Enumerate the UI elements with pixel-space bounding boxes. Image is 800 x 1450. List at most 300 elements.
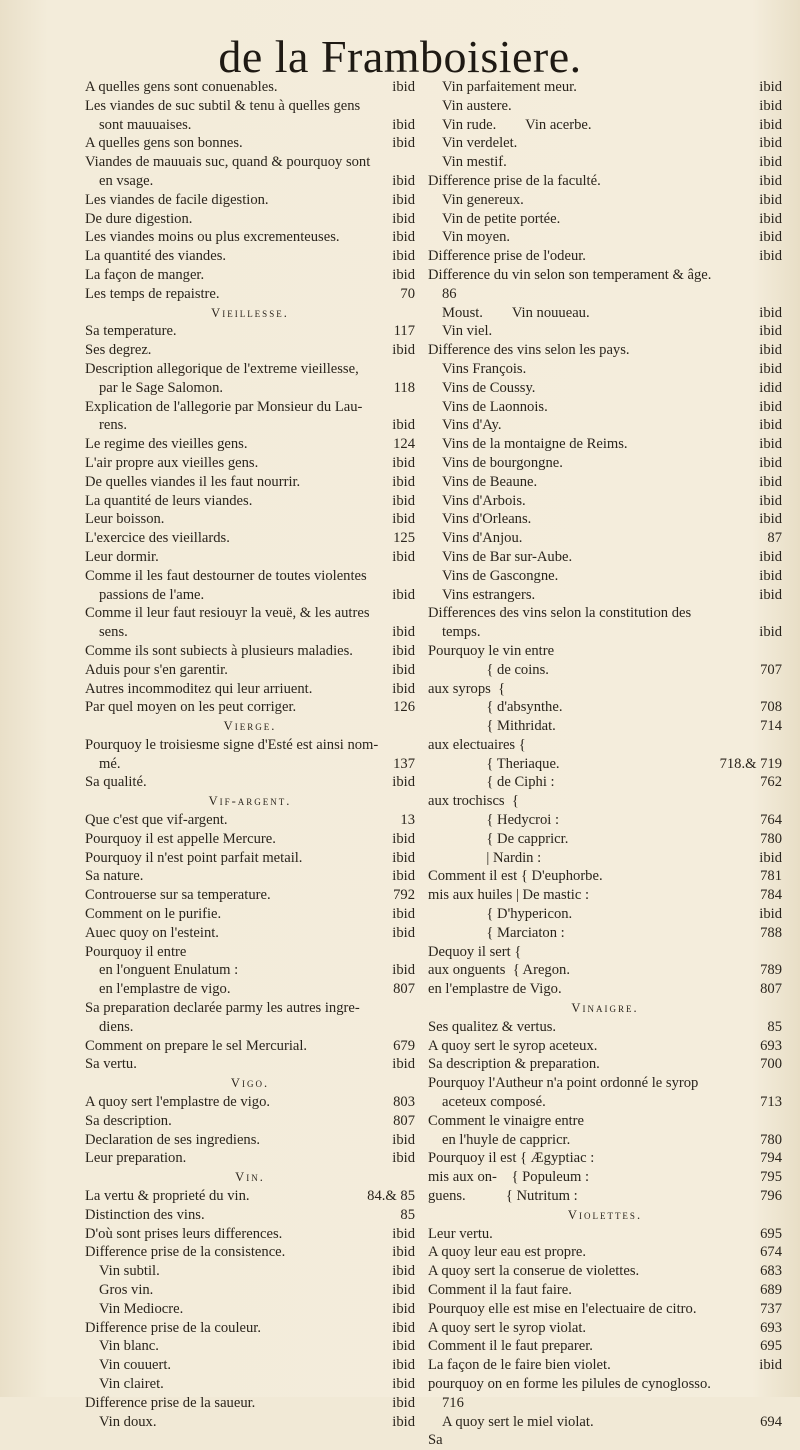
index-entry (85, 1300, 415, 1319)
entry-text: { Theriaque. (428, 755, 560, 772)
entry-text: Les temps de repaistre. (85, 285, 220, 302)
index-entry (428, 191, 782, 210)
entry-text: A quoy sert le miel violat. (442, 1413, 594, 1430)
page-reference: ibid (392, 266, 415, 283)
index-entry (428, 1262, 782, 1281)
entry-text: rens. (99, 417, 127, 434)
index-entry (85, 97, 415, 116)
index-entry (428, 755, 782, 774)
entry-text: Comme il leur faut resiouyr la veuë, & les autres (85, 605, 370, 622)
index-entry (85, 886, 415, 905)
page-reference: ibid (759, 97, 782, 114)
index-column-right (428, 78, 782, 1450)
index-entry (85, 529, 415, 548)
page-reference: 693 (760, 1037, 782, 1054)
page-reference: 714 (760, 718, 782, 735)
entry-text: Vins de Beaune. (442, 473, 538, 490)
entry-text: Leur vertu. (428, 1225, 493, 1242)
entry-text: Vin moyen. (442, 229, 511, 246)
page-reference: ibid (759, 398, 782, 415)
page-reference: 87 (767, 530, 782, 547)
index-entry (428, 623, 782, 642)
index-entry (85, 510, 415, 529)
index-entry (85, 773, 415, 792)
index-entry (85, 661, 415, 680)
index-entry (85, 755, 415, 774)
index-entry (428, 924, 782, 943)
index-entry (85, 1018, 415, 1037)
entry-text: { de Ciphi : (428, 774, 555, 791)
page-reference: 85 (400, 1206, 415, 1223)
index-entry (428, 228, 782, 247)
index-entry (428, 1131, 782, 1150)
page-reference: ibid (759, 586, 782, 603)
entry-text: Pourquoy le vin entre (428, 642, 555, 659)
entry-text: 716 (442, 1394, 464, 1411)
entry-text: Pourquoy il est appelle Mercure. (85, 830, 276, 847)
index-entry (428, 886, 782, 905)
index-entry (428, 905, 782, 924)
page-reference: ibid (392, 924, 415, 941)
entry-text: Difference des vins selon les pays. (428, 342, 630, 359)
index-entry (428, 529, 782, 548)
entry-text: Vin couuert. (99, 1357, 172, 1374)
entry-text: Pourquoy le troisiesme signe d'Esté est ainsi nom- (85, 736, 379, 753)
index-entry (85, 567, 415, 586)
section-heading: Vinaigre. (571, 1001, 639, 1016)
entry-text: Comment on le purifie. (85, 906, 222, 923)
index-entry (428, 548, 782, 567)
page-title: de la Framboisiere. (218, 31, 582, 82)
entry-text: Vins estrangers. (442, 586, 536, 603)
page-reference: ibid (392, 1150, 415, 1167)
index-entry (428, 567, 782, 586)
entry-text: sens. (99, 624, 128, 641)
entry-text: { Mithridat. (428, 718, 556, 735)
index-entry (85, 1281, 415, 1300)
page-reference: ibid (392, 342, 415, 359)
index-entry (85, 322, 415, 341)
index-entry (428, 510, 782, 529)
entry-text: { Marciaton : (428, 924, 565, 941)
index-entry (428, 78, 782, 97)
page-reference: 796 (760, 1188, 782, 1205)
index-entry (85, 924, 415, 943)
entry-text: La façon de le faire bien violet. (428, 1357, 611, 1374)
page-reference: ibid (759, 417, 782, 434)
entry-text: Ses qualitez & vertus. (428, 1018, 557, 1035)
entry-text: La façon de manger. (85, 266, 205, 283)
page-reference: 803 (393, 1094, 415, 1111)
entry-text: Les viandes de facile digestion. (85, 191, 269, 208)
entry-text: Sa nature. (85, 868, 144, 885)
index-entry (85, 1206, 415, 1225)
entry-text: Vins de Gascongne. (442, 567, 559, 584)
entry-text: Sa description. (85, 1112, 172, 1129)
entry-text: A quoy sert le syrop violat. (428, 1319, 587, 1336)
page-reference: ibid (392, 830, 415, 847)
index-entry (85, 680, 415, 699)
section-heading: Vieillesse. (211, 305, 289, 320)
entry-text: L'exercice des vieillards. (85, 530, 230, 547)
page-reference: ibid (759, 454, 782, 471)
page-reference: ibid (759, 135, 782, 152)
index-entry (85, 191, 415, 210)
entry-text: Que c'est que vif-argent. (85, 812, 228, 829)
entry-text: A quelles gens sont conuenables. (85, 79, 278, 95)
index-entry (85, 999, 415, 1018)
entry-text: Comment il la faut faire. (428, 1282, 572, 1298)
entry-text: A quoy sert la conserue de violettes. (428, 1263, 640, 1280)
index-entry (85, 867, 415, 886)
entry-text: Vin genereux. (442, 191, 524, 208)
page-reference: ibid (392, 473, 415, 490)
page-reference: ibid (392, 1056, 415, 1073)
page-reference: 807 (393, 1112, 415, 1129)
entry-text: par le Sage Salomon. (99, 379, 224, 396)
index-entry (428, 473, 782, 492)
index-entry (428, 680, 782, 699)
page-reference: 84.& 85 (367, 1188, 415, 1205)
index-entry (428, 322, 782, 341)
page-reference: ibid (759, 210, 782, 227)
page-reference: ibid (392, 1413, 415, 1430)
index-entry (428, 586, 782, 605)
index-entry (85, 247, 415, 266)
index-entry (85, 961, 415, 980)
entry-text: Dequoy il sert { (428, 943, 522, 960)
index-entry (428, 341, 782, 360)
page-reference: ibid (759, 172, 782, 189)
entry-text: diens. (99, 1018, 134, 1035)
entry-text: temps. (442, 624, 481, 641)
entry-text: { d'absynthe. (428, 699, 563, 716)
index-entry (428, 116, 782, 135)
index-column-left (85, 78, 415, 1431)
index-entry (428, 379, 782, 398)
page-reference: ibid (392, 172, 415, 189)
page-reference: ibid (392, 1131, 415, 1148)
entry-text: Difference du vin selon son temperament & âge. (428, 266, 712, 283)
page-reference: 780 (760, 1131, 782, 1148)
index-entry (85, 492, 415, 511)
page-reference: ibid (759, 191, 782, 208)
entry-text: Vins d'Orleans. (442, 511, 532, 528)
page-reference: ibid (392, 680, 415, 697)
entry-text: Vin viel. (442, 323, 493, 340)
index-entry (428, 1413, 782, 1432)
index-entry (428, 1356, 782, 1375)
index-entry (428, 1055, 782, 1074)
index-entry (85, 1413, 415, 1432)
index-entry (428, 153, 782, 172)
entry-text: Gros vin. (99, 1282, 154, 1298)
entry-text: La vertu & proprieté du vin. (85, 1188, 250, 1205)
page-reference: ibid (392, 511, 415, 528)
entry-text: { D'hypericon. (428, 906, 573, 923)
index-entry (428, 717, 782, 736)
page-reference: 764 (760, 812, 782, 829)
index-entry (428, 1149, 782, 1168)
page-reference: ibid (759, 342, 782, 359)
page-reference: ibid (759, 906, 782, 923)
index-entry (85, 228, 415, 247)
entry-text: A quoy leur eau est propre. (428, 1244, 587, 1261)
entry-text: | Nardin : (428, 849, 542, 866)
entry-text: Le regime des vieilles gens. (85, 436, 248, 453)
page-reference: ibid (759, 304, 782, 321)
entry-text: Controuerse sur sa temperature. (85, 887, 271, 904)
index-entry (428, 134, 782, 153)
index-entry (428, 980, 782, 999)
index-entry (428, 604, 782, 623)
page-reference: ibid (392, 849, 415, 866)
entry-text: aux onguents { Aregon. (428, 962, 570, 979)
entry-text: en vsage. (99, 172, 154, 189)
entry-text: mis aux on- { Populeum : (428, 1169, 590, 1186)
page-reference: 126 (393, 699, 415, 716)
index-entry (428, 1225, 782, 1244)
index-entry (428, 1300, 782, 1319)
page-reference: ibid (392, 1319, 415, 1336)
entry-text: Vin doux. (99, 1413, 157, 1430)
entry-text: Sa temperature. (85, 323, 177, 340)
entry-text: Comment il est { D'euphorbe. (428, 868, 603, 885)
index-entry (428, 1018, 782, 1037)
section-heading: Vif-argent. (208, 794, 292, 809)
entry-text: Vins de bourgongne. (442, 454, 563, 471)
index-entry (428, 1112, 782, 1131)
index-entry (85, 1319, 415, 1338)
index-entry (85, 548, 415, 567)
entry-text: Leur dormir. (85, 548, 159, 565)
index-entry (428, 97, 782, 116)
index-entry (428, 736, 782, 755)
index-entry (428, 1375, 782, 1394)
entry-text: Par quel moyen on les peut corriger. (85, 699, 297, 716)
index-entry (428, 285, 782, 304)
index-entry (428, 1243, 782, 1262)
index-entry (85, 172, 415, 191)
index-entry (85, 905, 415, 924)
page-reference: 788 (760, 924, 782, 941)
entry-text: en l'onguent Enulatum : (99, 962, 239, 979)
entry-text: Vins d'Anjou. (442, 530, 523, 547)
entry-text: Pourquoy l'Autheur n'a point ordonné le syrop (428, 1075, 699, 1092)
page-reference: ibid (759, 849, 782, 866)
index-entry (85, 604, 415, 623)
page-reference: ibid (759, 154, 782, 171)
index-entry (428, 398, 782, 417)
page-reference: 85 (767, 1018, 782, 1035)
entry-text: Difference prise de la saueur. (85, 1394, 256, 1411)
section-heading: Violettes. (567, 1207, 643, 1222)
section-heading: Vigo. (230, 1076, 270, 1091)
page-reference: ibid (392, 1375, 415, 1392)
entry-text: Differences des vins selon la constitution des (428, 605, 692, 622)
page-reference: ibid (759, 229, 782, 246)
entry-text: Sa preparation declarée parmy les autres ingre- (85, 1000, 360, 1017)
page-reference: 694 (760, 1413, 782, 1430)
index-entry (428, 1319, 782, 1338)
index-entry (85, 1131, 415, 1150)
page-reference: 125 (393, 530, 415, 547)
page-reference: ibid (759, 323, 782, 340)
index-entry (428, 416, 782, 435)
page-reference: ibid (392, 191, 415, 208)
entry-text: A quoy sert le syrop aceteux. (428, 1037, 598, 1054)
entry-text: guens. { Nutritum : (428, 1188, 578, 1205)
page-reference: 737 (760, 1300, 782, 1317)
page-reference: 713 (760, 1094, 782, 1111)
page-reference: 708 (760, 699, 782, 716)
entry-text: aux electuaires { (428, 736, 526, 753)
index-entry (85, 849, 415, 868)
entry-text: De dure digestion. (85, 210, 193, 227)
page-reference: ibid (392, 116, 415, 133)
entry-text: Vin blanc. (99, 1338, 159, 1355)
index-entry (428, 435, 782, 454)
index-entry (85, 1037, 415, 1056)
entry-text: Leur boisson. (85, 511, 165, 528)
entry-text: Viandes de mauuais suc, quand & pourquoy sont (85, 154, 371, 171)
entry-text: Comme il les faut destourner de toutes violentes (85, 567, 367, 584)
entry-text: Vin parfaitement meur. (442, 79, 577, 95)
entry-text: Vin verdelet. (442, 135, 518, 152)
page-reference: ibid (759, 248, 782, 265)
page-reference: ibid (392, 492, 415, 509)
page-reference: 13 (400, 812, 415, 829)
page-reference: 137 (393, 755, 415, 772)
entry-text: A quelles gens son bonnes. (85, 135, 243, 152)
entry-text: Autres incommoditez qui leur arriuent. (85, 680, 313, 697)
section-heading: Vin. (235, 1170, 265, 1185)
page-reference: ibid (392, 135, 415, 152)
page-reference: 695 (760, 1225, 782, 1242)
index-entry (428, 1074, 782, 1093)
page-reference: 807 (393, 981, 415, 998)
index-entry (85, 435, 415, 454)
entry-text: Sa description & preparation. (428, 1056, 600, 1073)
page-reference: ibid (392, 454, 415, 471)
entry-text: { Hedycroi : (428, 812, 560, 829)
entry-text: L'air propre aux vieilles gens. (85, 454, 259, 471)
page-reference: ibid (392, 548, 415, 565)
index-entry (428, 1093, 782, 1112)
page-reference: 707 (760, 661, 782, 678)
page-reference: 70 (400, 285, 415, 302)
entry-text: Declaration de ses ingrediens. (85, 1131, 261, 1148)
entry-text: Vins François. (442, 360, 527, 377)
entry-text: Vin austere. (442, 97, 512, 114)
entry-text: Explication de l'allegorie par Monsieur du Lau- (85, 398, 363, 415)
index-entry (85, 1149, 415, 1168)
index-entry (85, 642, 415, 661)
index-entry (428, 266, 782, 285)
index-entry (85, 285, 415, 304)
page-reference: ibid (759, 360, 782, 377)
index-entry (85, 116, 415, 135)
entry-text: en l'emplastre de vigo. (99, 981, 231, 998)
entry-text: mé. (99, 755, 121, 772)
entry-text: D'où sont prises leurs differences. (85, 1225, 283, 1242)
index-entry (428, 792, 782, 811)
index-entry (85, 736, 415, 755)
page-reference: 683 (760, 1263, 782, 1280)
page-reference: ibid (759, 79, 782, 95)
index-entry (428, 830, 782, 849)
index-entry (428, 304, 782, 323)
index-entry (85, 1187, 415, 1206)
index-entry (428, 1281, 782, 1300)
entry-text: Sa vertu. (85, 1056, 137, 1073)
entry-text: en l'emplastre de Vigo. (428, 981, 562, 998)
index-entry (428, 661, 782, 680)
page-reference: ibid (759, 567, 782, 584)
entry-text: Moust. Vin nouueau. (442, 304, 590, 321)
index-entry (85, 210, 415, 229)
entry-text: Difference prise de la faculté. (428, 172, 601, 189)
index-entry (428, 773, 782, 792)
entry-text: Vin de petite portée. (442, 210, 561, 227)
index-entry (428, 811, 782, 830)
page-reference: ibid (759, 624, 782, 641)
index-entry (85, 1243, 415, 1262)
entry-text: aux trochiscs { (428, 793, 519, 810)
index-entry (85, 360, 415, 379)
page-reference: ibid (392, 624, 415, 641)
index-entry (428, 867, 782, 886)
entry-text: 86 (442, 285, 457, 302)
page-reference: ibid (392, 229, 415, 246)
page-reference: ibid (392, 417, 415, 434)
entry-text: Comment on prepare le sel Mercurial. (85, 1037, 308, 1054)
page-reference: 795 (760, 1169, 782, 1186)
entry-text: Les viandes de suc subtil & tenu à quelles gens (85, 97, 361, 114)
index-entry (85, 341, 415, 360)
entry-text: Les viandes moins ou plus excrementeuses. (85, 229, 340, 246)
index-entry (85, 454, 415, 473)
entry-text: Vins de Coussy. (442, 379, 536, 396)
entry-text: Comme ils sont subiects à plusieurs maladies. (85, 642, 353, 659)
index-entry (85, 1337, 415, 1356)
entry-text: Pourquoy il n'est point parfait metail. (85, 849, 303, 866)
index-entry (428, 454, 782, 473)
page-reference: ibid (759, 473, 782, 490)
index-entry (85, 153, 415, 172)
entry-text: Distinction des vins. (85, 1206, 205, 1223)
index-entry (428, 1431, 782, 1450)
page-reference: 124 (393, 436, 415, 453)
entry-text: Pourquoy il est { Ægyptiac : (428, 1150, 595, 1167)
index-entry (85, 943, 415, 962)
index-entry (85, 379, 415, 398)
page-reference: idid (759, 379, 782, 396)
entry-text: Difference prise de la couleur. (85, 1319, 261, 1336)
page-reference: 794 (760, 1150, 782, 1167)
index-entry (85, 473, 415, 492)
entry-text: Difference prise de la consistence. (85, 1244, 286, 1261)
index-entry (85, 830, 415, 849)
page-reference: 679 (393, 1037, 415, 1054)
index-entry (85, 811, 415, 830)
entry-text: Vin mestif. (442, 154, 507, 171)
entry-text: Aduis pour s'en garentir. (85, 661, 228, 678)
page-reference: ibid (392, 1338, 415, 1355)
entry-text: La quantité des viandes. (85, 248, 227, 265)
page-reference: ibid (392, 1225, 415, 1242)
page-reference: 689 (760, 1282, 782, 1298)
